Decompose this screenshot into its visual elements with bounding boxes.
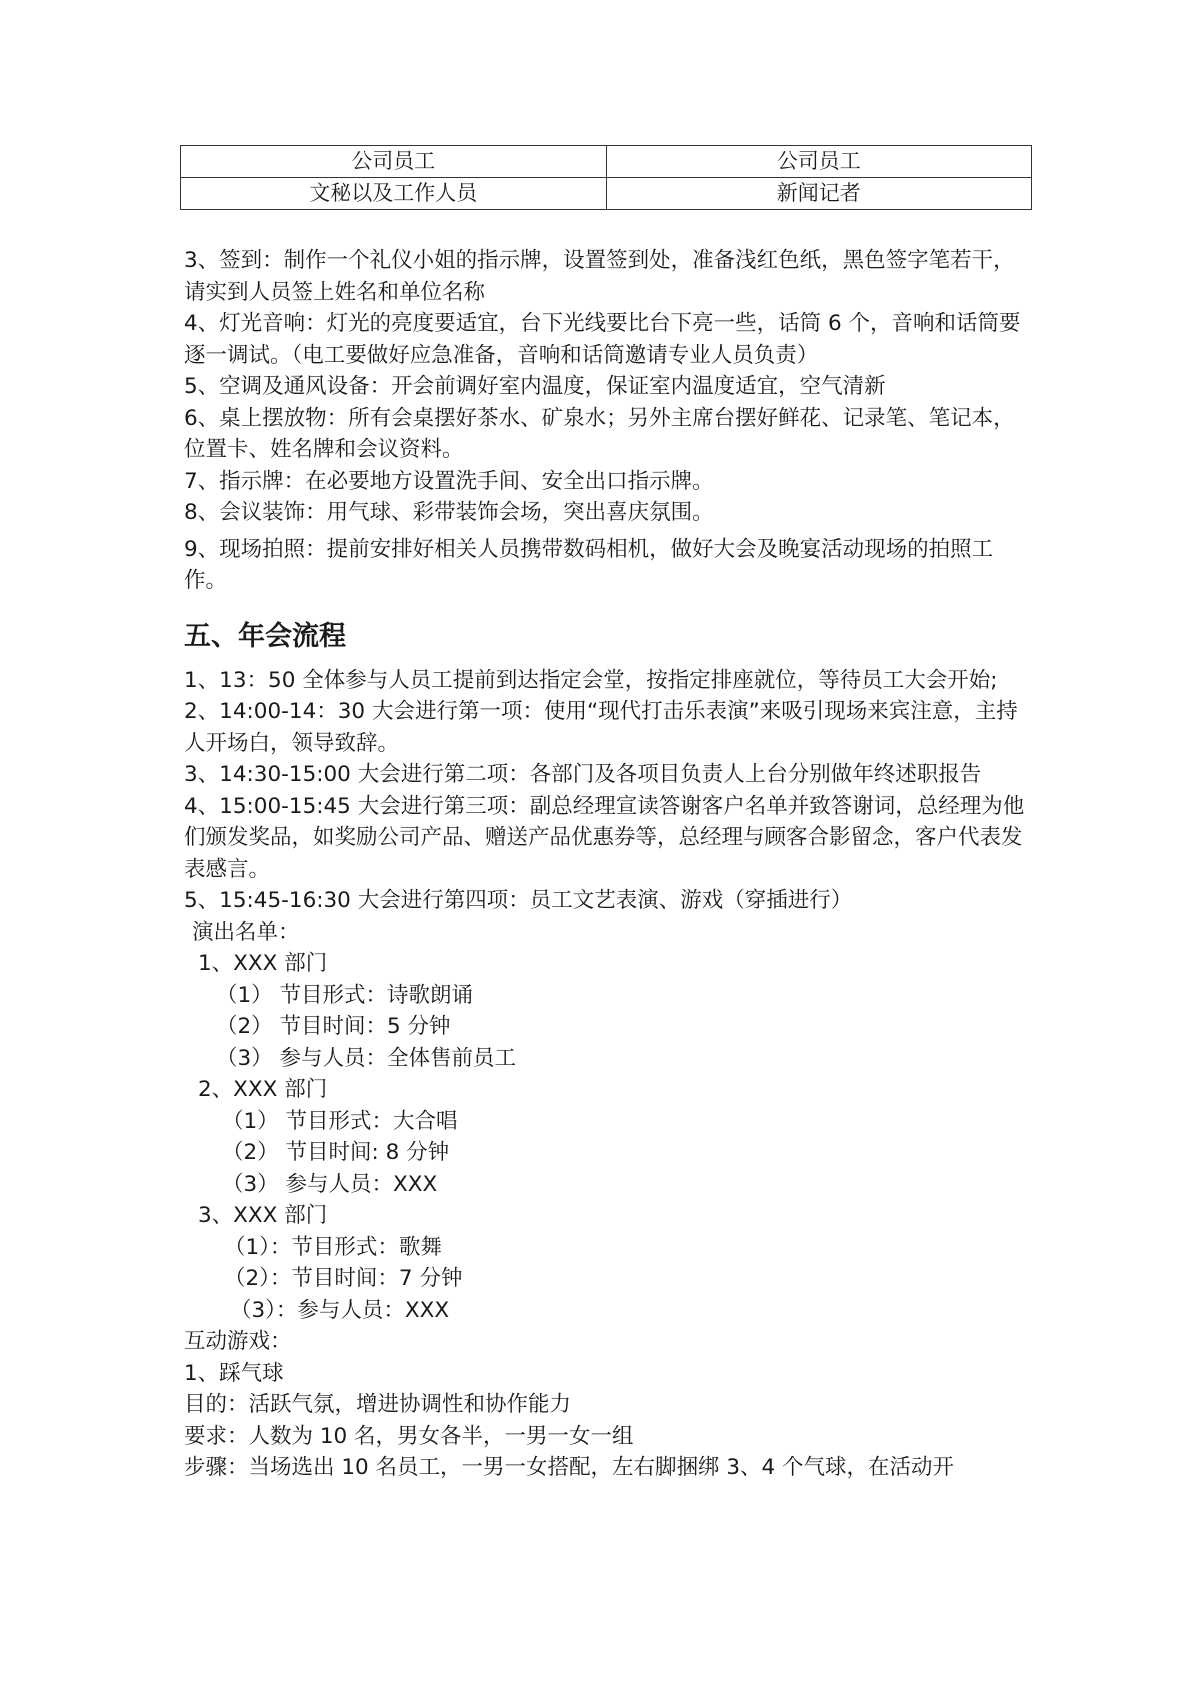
game-requirement: 要求：人数为 10 名，男女各半，一男一女一组 <box>184 1423 634 1449</box>
flow-item: 3、14:30-15:00 大会进行第二项：各部门及各项目负责人上台分别做年终述职报告 <box>184 762 982 787</box>
table-row <box>181 146 1032 178</box>
program-line: （2） 节目时间: 8 分钟 <box>222 1140 450 1165</box>
setup-item-lighting: 4、灯光音响：灯光的亮度要适宜，台下光线要比台下亮一些，话筒 6 个，音响和话筒要逐一调试。（电工要做好应急准备，音响和话筒邀请专业人员负责） <box>184 311 1021 368</box>
game-title: 1、踩气球 <box>184 1360 284 1386</box>
program-line: （3）：参与人员：XXX <box>230 1297 450 1323</box>
program-line: （1） 节目形式：诗歌朗诵 <box>216 982 474 1008</box>
games-heading: 互动游戏： <box>184 1329 292 1354</box>
program-line: （1） 节目形式：大合唱 <box>222 1108 458 1134</box>
dept-title: 2、XXX 部门 <box>198 1077 328 1102</box>
setup-item-air: 5、空调及通风设备：开会前调好室内温度，保证室内温度适宜，空气清新 <box>184 374 886 399</box>
game-purpose: 目的：活跃气氛，增进协调性和协作能力 <box>184 1392 572 1417</box>
program-line: （1）：节目形式：歌舞 <box>224 1234 442 1260</box>
program-line: （3） 参与人员：全体售前员工 <box>216 1045 517 1071</box>
document-body <box>184 245 1034 1484</box>
flow-item: 4、15:00-15:45 大会进行第三项：副总经理宣读答谢客户名单并致答谢词，总经理为他们颁发奖品，如奖励公司产品、赠送产品优惠券等，总经理与顾客合影留念，客户代表发表感言。 <box>184 793 1025 882</box>
section-heading: 五、年会流程 <box>184 620 346 652</box>
staff-table <box>180 145 1032 210</box>
dept-title: 1、XXX 部门 <box>198 951 328 976</box>
setup-item-photo: 9、现场拍照：提前安排好相关人员携带数码相机，做好大会及晚宴活动现场的拍照工作。 <box>184 536 994 593</box>
setup-item-desk: 6、桌上摆放物：所有会桌摆好茶水、矿泉水；另外主席台摆好鲜花、记录笔、笔记本，位置卡、姓名牌和会议资料。 <box>184 405 1015 462</box>
setup-item-signs: 7、指示牌：在必要地方设置洗手间、安全出口指示牌。 <box>184 468 714 494</box>
flow-item: 5、15:45-16:30 大会进行第四项：员工文艺表演、游戏（穿插进行） <box>184 888 853 913</box>
performance-heading: 演出名单： <box>192 919 300 945</box>
setup-item-decor: 8、会议装饰：用气球、彩带装饰会场，突出喜庆氛围。 <box>184 500 714 525</box>
table-cell: 文秘以及工作人员 <box>181 178 607 210</box>
program-line: （2）：节目时间：7 分钟 <box>224 1266 463 1291</box>
table-cell: 公司员工 <box>606 146 1032 178</box>
program-line: （2） 节目时间：5 分钟 <box>216 1014 451 1039</box>
program-line: （3） 参与人员：XXX <box>222 1171 438 1197</box>
table-row <box>181 178 1032 210</box>
dept-title: 3、XXX 部门 <box>198 1203 328 1228</box>
table-cell: 公司员工 <box>181 146 607 178</box>
table-cell: 新闻记者 <box>606 178 1032 210</box>
game-steps: 步骤：当场选出 10 名员工，一男一女搭配，左右脚捆绑 3、4 个气球，在活动开 <box>184 1455 955 1480</box>
setup-item-signin: 3、签到：制作一个礼仪小姐的指示牌，设置签到处，准备浅红色纸，黑色签字笔若干，请实到人员签上姓名和单位名称 <box>184 248 1015 305</box>
flow-item: 1、13：50 全体参与人员工提前到达指定会堂，按指定排座就位，等待员工大会开始; <box>184 667 998 693</box>
flow-item: 2、14:00-14：30 大会进行第一项：使用“现代打击乐表演”来吸引现场来宾注意，主持人开场白，领导致辞。 <box>184 699 1018 756</box>
